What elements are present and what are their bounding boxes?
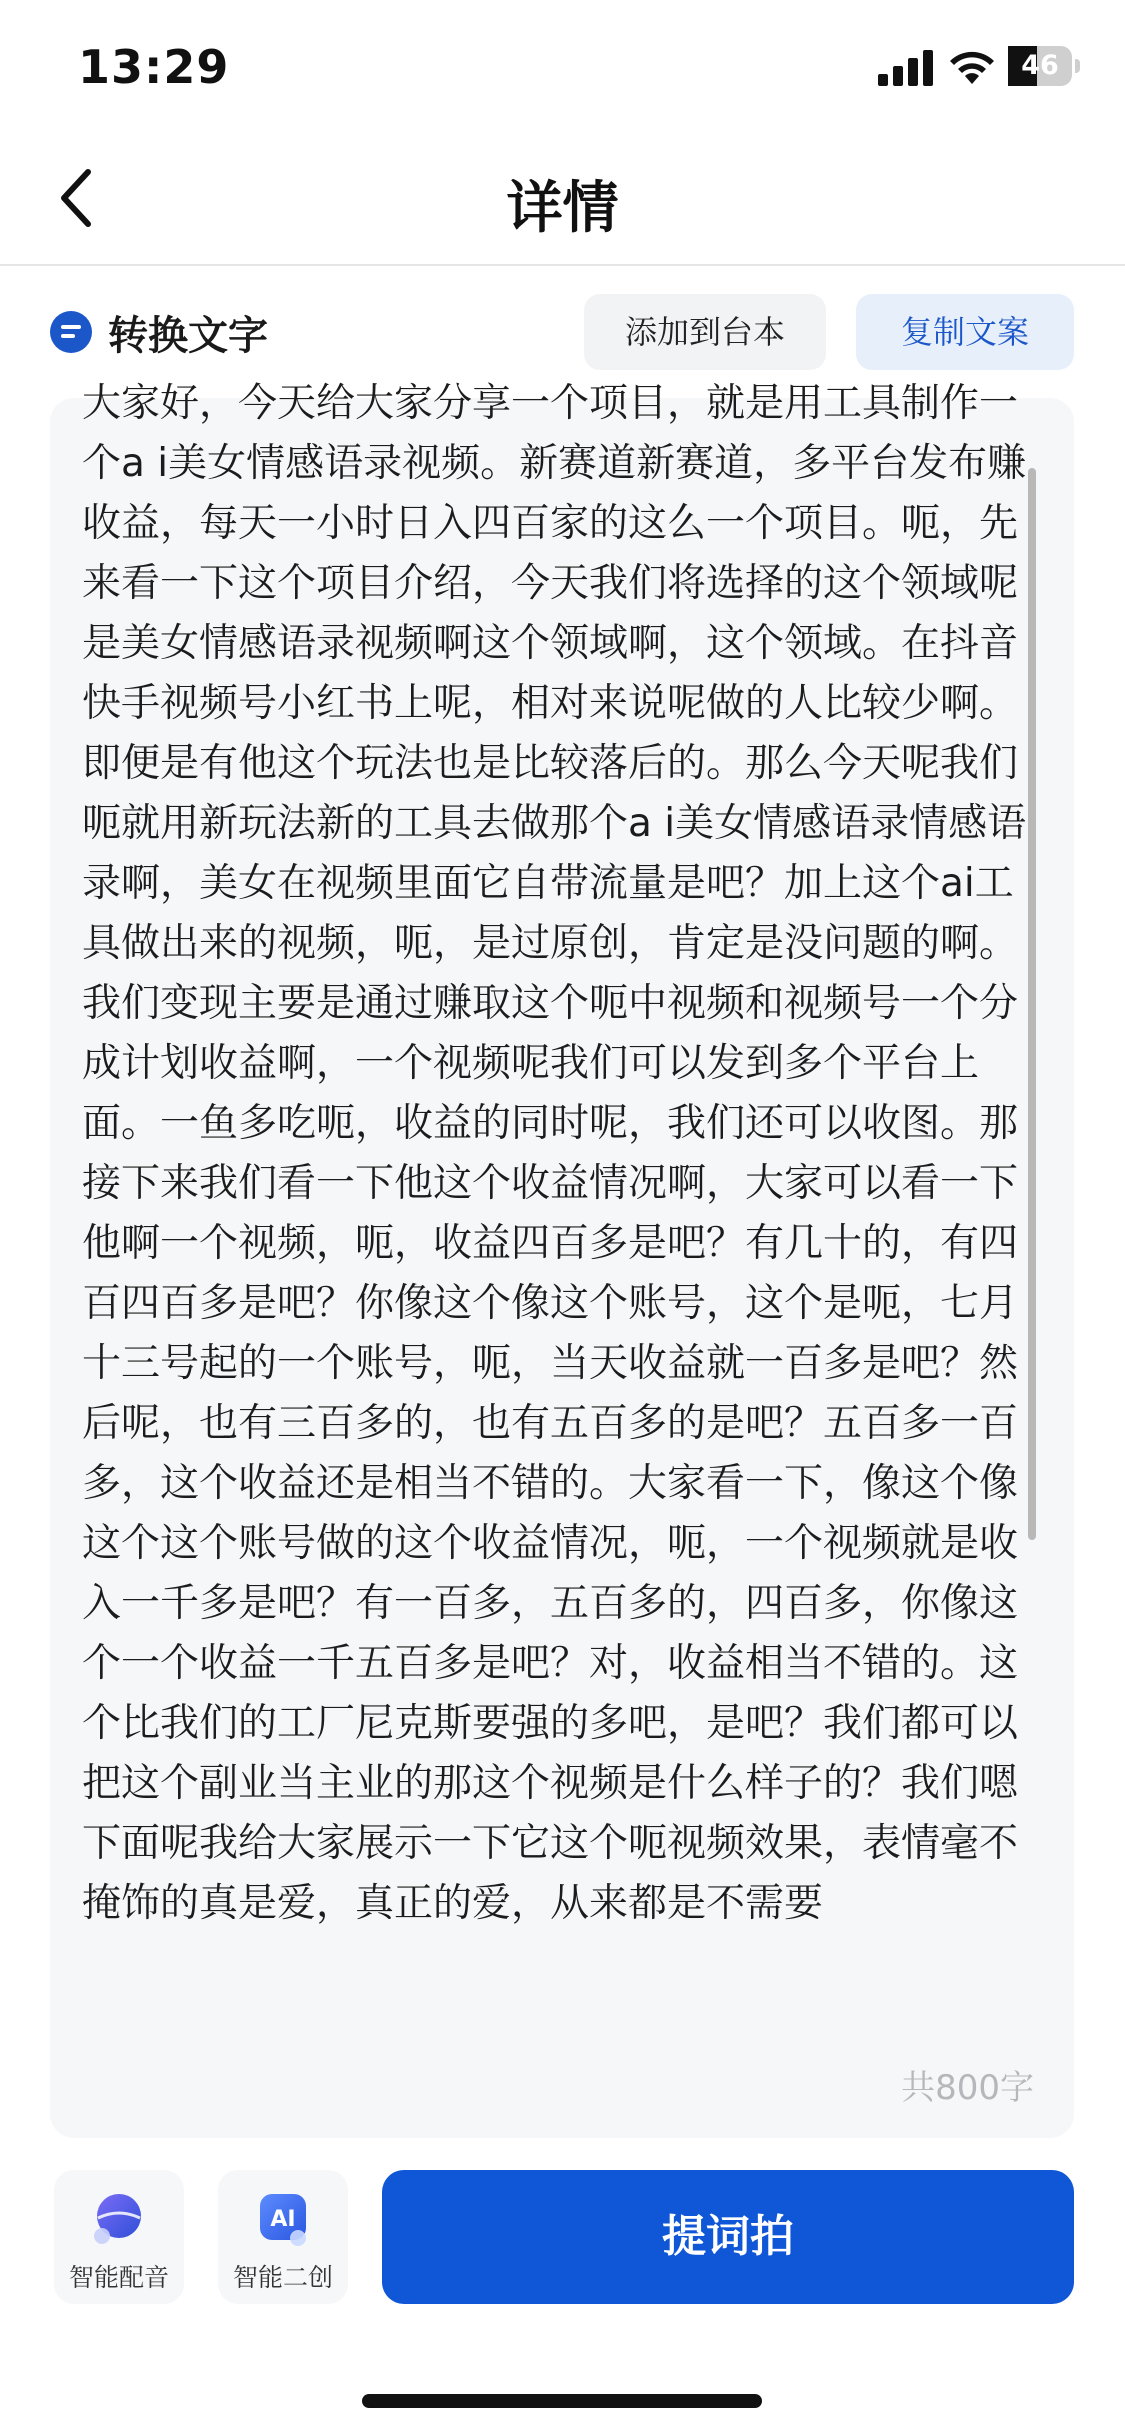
add-to-script-button[interactable]: 添加到台本	[584, 294, 826, 370]
wifi-icon	[948, 46, 996, 86]
smart-recreate-button[interactable]	[218, 2170, 348, 2304]
status-time: 13:29	[78, 40, 230, 94]
ai-badge-icon	[252, 2188, 314, 2250]
word-count: 共800字	[901, 2068, 1034, 2108]
transcript-text: 大家好，今天给大家分享一个项目，就是用工具制作一个a i美女情感语录视频。新赛道新赛道，多平台发布赚收益，每天一小时日入四百家的这么一个项目。呃，先来看一下这个项目介绍，今天我们将选择的这个领域呢是美女情感语录视频啊这个领域啊，这个领域。在抖音快手视频号小红书上呢，相对来说呢做的人比较少啊。即便是有他这个玩法也是比较落后的。那么今天呢我们呃就用新玩法新的工具去做那个a i美女情感语录情感语录啊，美女在视频里面它自带流量是吧？加上这个ai工具做出来的视频，呃，是过原创，肯定是没问题的啊。我们变现主要是通过赚取这个呃中视频和视频号一个分成计划收益啊，一个视频呢我们可以发到多个平台上面。一鱼多吃呃，收益的同时呢，我们还可以收图。那接下来我们看一下他这个收益情况啊，大家可以看一下他啊一个视频，呃，收益四百多是吧？有几十的，有四百四百多是吧？你像这个像这个账号，这个是呃，七月十三号起的一个账号，呃，当天收益就一百多是吧？然后呢，也有三百多的，也有五百多的是吧？五百多一百多，这个收益还是相当不错的。大家看一下，像这个像这个这个账号做的这个收益情况，呃，一个视频就是收入一千多是吧？有一百多，五百多的，四百多，你像这个一个收益一千五百多是吧？对，收益相当不错的。这个比我们的工厂尼克斯要强的多吧，是吧？我们都可以把这个副业当主业的那这个视频是什么样子的？我们嗯下面呢我给大家展示一下它这个呃视频效果，表情毫不掩饰的真是爱，真正的爱，从来都是不需要	[82, 381, 1027, 1926]
home-indicator[interactable]	[362, 2394, 762, 2408]
copy-text-button[interactable]: 复制文案	[856, 294, 1074, 370]
section-title: 转换文字	[108, 313, 268, 359]
transcript-card	[50, 381, 1074, 2138]
transcript-scroll-area[interactable]	[82, 381, 1060, 2032]
page-title: 详情	[506, 176, 619, 241]
signal-icon	[878, 50, 934, 86]
battery-cap	[1075, 59, 1080, 73]
smart-recreate-label: 智能二创	[232, 2263, 333, 2292]
status-bar	[0, 0, 1125, 136]
teleprompter-record-button[interactable]: 提词拍	[382, 2170, 1074, 2304]
svg-text:AI: AI	[270, 2207, 296, 2232]
smart-dubbing-label: 智能配音	[68, 2263, 169, 2292]
text-lines-icon	[50, 311, 92, 353]
battery-level: 46	[1021, 50, 1059, 81]
battery-icon	[1008, 46, 1080, 86]
section-header	[0, 290, 1125, 370]
voice-orb-icon	[88, 2188, 150, 2250]
nav-bar	[0, 136, 1125, 266]
battery-body	[1008, 46, 1072, 86]
scrollbar[interactable]	[1028, 468, 1036, 1540]
smart-dubbing-button[interactable]	[54, 2170, 184, 2304]
